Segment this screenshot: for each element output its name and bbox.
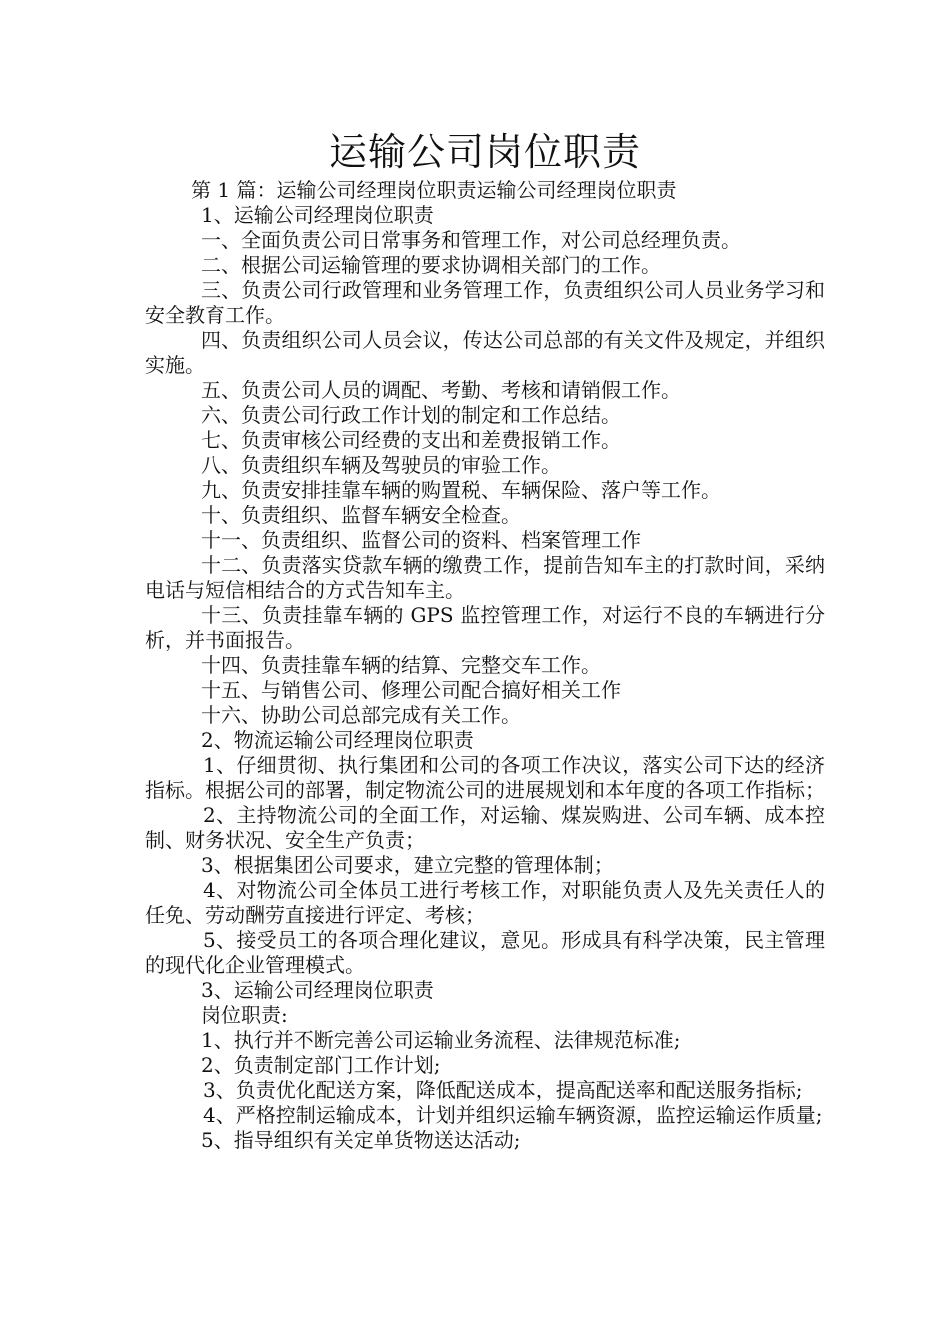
duty-item: 一、全面负责公司日常事务和管理工作，对公司总经理负责。 — [201, 228, 741, 252]
duty-item: 5、指导组织有关定单货物送达活动; — [201, 1128, 521, 1152]
duty-item: 七、负责审核公司经费的支出和差费报销工作。 — [201, 428, 621, 452]
duty-item: 十六、协助公司总部完成有关工作。 — [201, 703, 521, 727]
duty-item: 三、负责公司行政管理和业务管理工作，负责组织公司人员业务学习和安全教育工作。 — [145, 278, 825, 327]
duty-item: 十四、负责挂靠车辆的结算、完整交车工作。 — [201, 653, 601, 677]
document-page — [145, 128, 825, 1153]
duty-item: 四、负责组织公司人员会议，传达公司总部的有关文件及规定，并组织实施。 — [145, 328, 825, 377]
duty-item: 1、仔细贯彻、执行集团和公司的各项工作决议，落实公司下达的经济指标。根据公司的部署，制定物流公司的进展规划和本年度的各项工作指标； — [145, 753, 825, 802]
duty-item: 3、负责优化配送方案，降低配送成本，提高配送率和配送服务指标; — [203, 1078, 803, 1102]
duty-item: 十一、负责组织、监督公司的资料、档案管理工作 — [201, 528, 641, 552]
duty-item: 2、主持物流公司的全面工作，对运输、煤炭购进、公司车辆、成本控制、财务状况、安全生产负责； — [145, 803, 825, 852]
duty-item: 4、对物流公司全体员工进行考核工作，对职能负责人及先关责任人的任免、劳动酬劳直接进行评定、考核； — [145, 878, 825, 927]
duty-item: 五、负责公司人员的调配、考勤、考核和请销假工作。 — [201, 378, 681, 402]
duty-item: 九、负责安排挂靠车辆的购置税、车辆保险、落户等工作。 — [201, 478, 721, 502]
section-heading: 1、运输公司经理岗位职责 — [201, 203, 434, 227]
document-subtitle: 第 1 篇：运输公司经理岗位职责运输公司经理岗位职责 — [191, 178, 677, 202]
document-title: 运输公司岗位职责 — [328, 130, 641, 174]
duty-item: 5、接受员工的各项合理化建议，意见。形成具有科学决策，民主管理的现代化企业管理模式。 — [145, 928, 825, 977]
duty-item: 4、严格控制运输成本，计划并组织运输车辆资源，监控运输运作质量; — [203, 1103, 823, 1127]
section-heading: 2、物流运输公司经理岗位职责 — [201, 728, 474, 752]
duty-item: 十三、负责挂靠车辆的 GPS 监控管理工作，对运行不良的车辆进行分析，并书面报告。 — [145, 603, 825, 652]
duty-subheading: 岗位职责: — [201, 1003, 288, 1027]
duty-item: 十五、与销售公司、修理公司配合搞好相关工作 — [201, 678, 621, 702]
duty-item: 八、负责组织车辆及驾驶员的审验工作。 — [201, 453, 561, 477]
duty-item: 六、负责公司行政工作计划的制定和工作总结。 — [201, 403, 621, 427]
duty-item: 2、负责制定部门工作计划; — [201, 1053, 441, 1077]
duty-item: 十、负责组织、监督车辆安全检查。 — [201, 503, 521, 527]
duty-item: 二、根据公司运输管理的要求协调相关部门的工作。 — [201, 253, 661, 277]
duty-item: 3、根据集团公司要求，建立完整的管理体制； — [201, 853, 614, 877]
duty-item: 1、执行并不断完善公司运输业务流程、法律规范标准; — [201, 1028, 681, 1052]
duty-item: 十二、负责落实贷款车辆的缴费工作，提前告知车主的打款时间，采纳电话与短信相结合的方式告知车主。 — [145, 553, 825, 602]
section-heading: 3、运输公司经理岗位职责 — [201, 978, 434, 1002]
